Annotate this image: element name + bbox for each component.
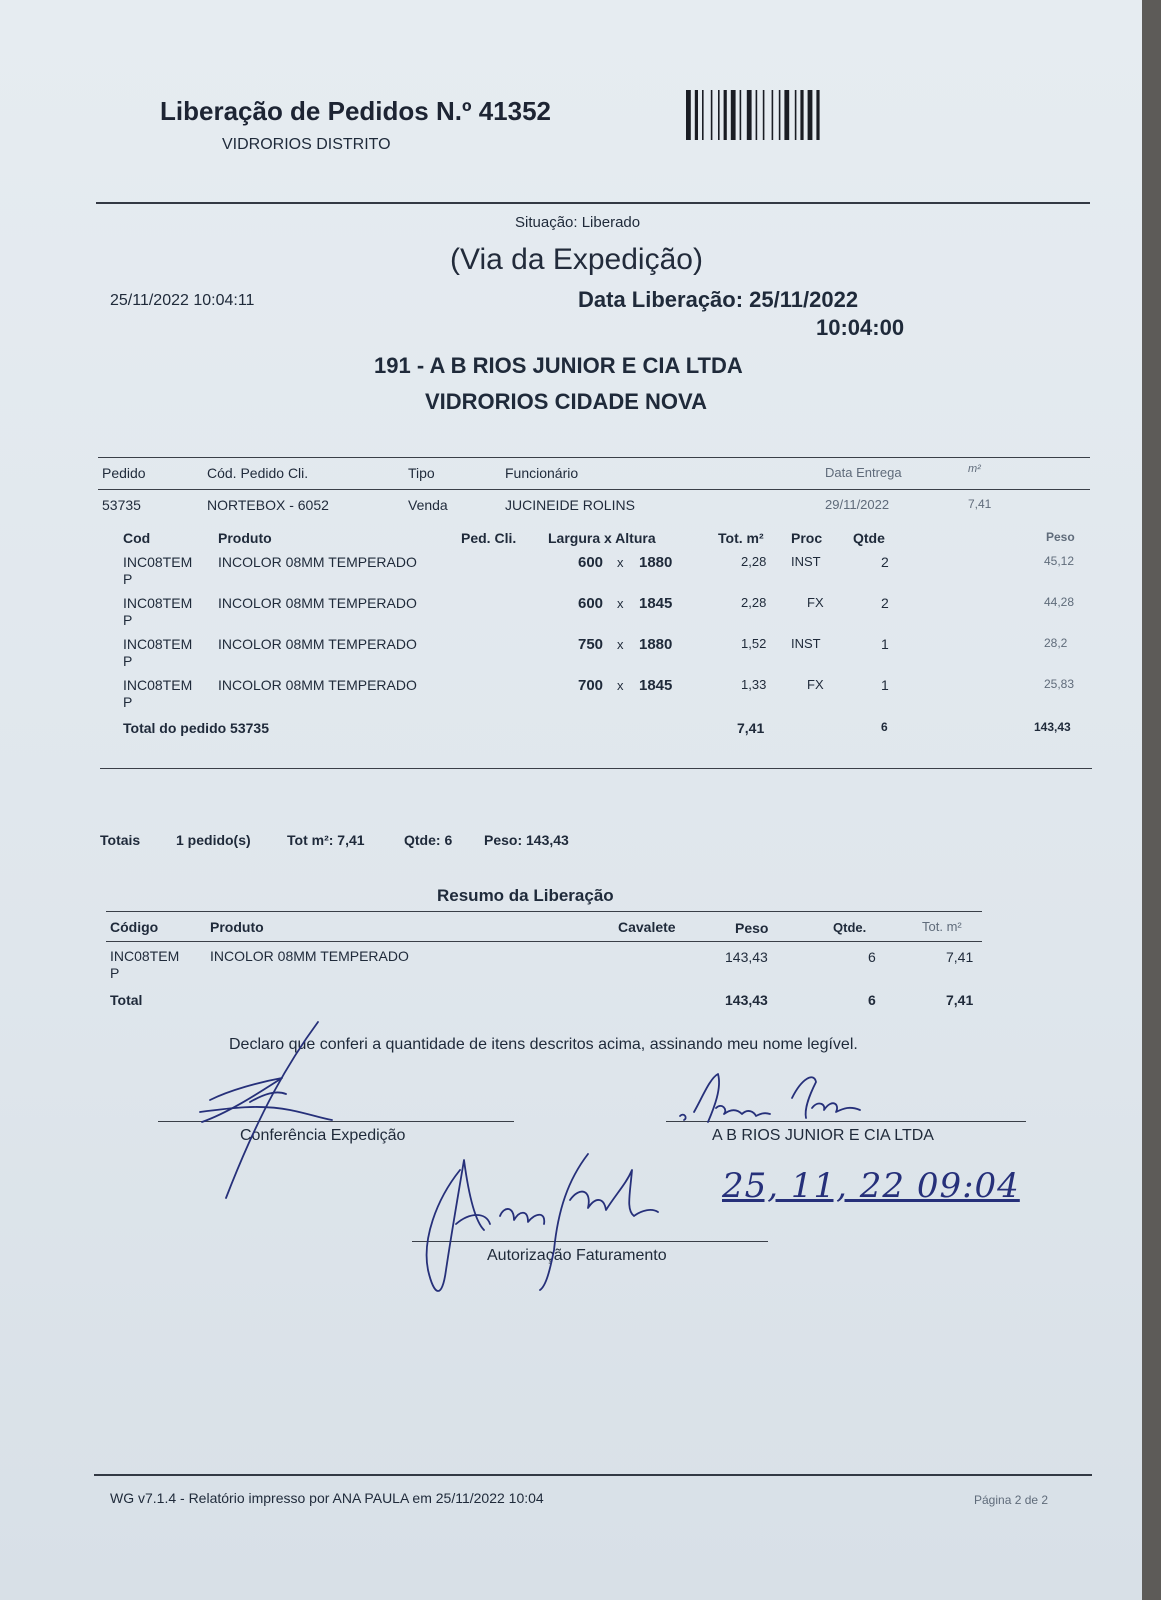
item-qtde: 1 [881,636,889,652]
signature-conferencia-icon [190,1020,350,1200]
summary-col-tot-m2: Tot. m² [922,919,962,934]
summary-col-codigo: Código [110,919,159,935]
totals-label: Totais [100,832,141,848]
item-altura: 1880 [639,554,673,571]
items-col-ped-cli: Ped. Cli. [461,530,517,546]
item-peso: 44,28 [1044,595,1075,609]
summary-row-cod-a: INC08TEM [110,948,180,964]
declaration-text: Declaro que conferi a quantidade de itens descritos acima, assinando meu nome legível. [229,1036,858,1053]
order-m2: 7,41 [968,497,992,511]
company-name: VIDRORIOS DISTRITO [222,136,391,153]
summary-header-line [106,941,982,942]
order-total-m2: 7,41 [737,720,765,736]
order-funcionario: JUCINEIDE ROLINS [505,497,635,513]
item-cod-b: P [123,571,133,587]
copy-type: (Via da Expedição) [450,243,703,276]
totals-qtde: Qtde: 6 [404,832,453,848]
order-pedido: 53735 [102,497,141,513]
summary-total-qtde: 6 [868,992,876,1008]
summary-col-cavalete: Cavalete [618,919,676,935]
order-total-label: Total do pedido 53735 [123,720,269,736]
totals-pedidos: 1 pedido(s) [176,832,251,848]
item-cod-a: INC08TEM [123,636,193,652]
item-qtde: 2 [881,554,889,570]
items-col-tot-m2: Tot. m² [718,530,764,546]
summary-row-qtde: 6 [868,949,876,965]
signature-client-icon [676,1068,876,1128]
status-text: Situação: Liberado [515,214,641,231]
client-name: 191 - A B RIOS JUNIOR E CIA LTDA [374,353,743,378]
item-cod-a: INC08TEM [123,554,193,570]
release-date: Data Liberação: 25/11/2022 [578,287,859,312]
col-funcionario: Funcionário [505,465,579,481]
item-qtde: 2 [881,595,889,611]
items-col-peso: Peso [1046,530,1075,544]
footer-divider [94,1474,1092,1476]
summary-row-produto: INCOLOR 08MM TEMPERADO [210,948,409,964]
signature-label-client: A B RIOS JUNIOR E CIA LTDA [712,1127,934,1144]
order-bottom-line [100,768,1092,769]
col-cod-pedido-cli: Cód. Pedido Cli. [207,465,309,481]
summary-row-peso: 143,43 [725,949,768,965]
order-tipo: Venda [408,497,448,513]
header-divider [96,202,1090,204]
col-data-entrega: Data Entrega [825,465,902,480]
order-cod-pedido-cli: NORTEBOX - 6052 [207,497,329,513]
summary-title: Resumo da Liberação [437,886,614,905]
items-col-cod: Cod [123,530,151,546]
order-top-line [98,457,1090,458]
summary-total-peso: 143,43 [725,992,768,1008]
item-cod-b: P [123,612,133,628]
item-tot-m2: 1,33 [741,677,767,692]
item-peso: 45,12 [1044,554,1075,568]
summary-row-tot-m2: 7,41 [946,949,974,965]
print-datetime: 25/11/2022 10:04:11 [110,292,255,309]
col-tipo: Tipo [408,465,435,481]
item-peso: 28,2 [1044,636,1068,650]
items-col-qtde: Qtde [853,530,885,546]
order-total-peso: 143,43 [1034,720,1071,734]
item-cod-b: P [123,694,133,710]
item-tot-m2: 2,28 [741,554,767,569]
item-x: x [617,637,624,652]
signature-label-autorizacao: Autorização Faturamento [487,1247,667,1264]
item-peso: 25,83 [1044,677,1075,691]
item-proc: INST [791,636,821,651]
item-proc: INST [791,554,821,569]
totals-m2: Tot m²: 7,41 [287,832,365,848]
item-largura: 700 [578,677,604,694]
items-col-produto: Produto [218,530,272,546]
summary-col-produto: Produto [210,919,264,935]
summary-col-peso: Peso [735,920,769,936]
item-cod-b: P [123,653,133,669]
item-produto: INCOLOR 08MM TEMPERADO [218,595,417,611]
summary-row-cod-b: P [110,965,120,981]
item-x: x [617,596,624,611]
item-tot-m2: 1,52 [741,636,767,651]
order-header-line [98,489,1090,490]
item-produto: INCOLOR 08MM TEMPERADO [218,636,417,652]
order-data-entrega: 29/11/2022 [825,497,890,512]
item-produto: INCOLOR 08MM TEMPERADO [218,677,417,693]
item-largura: 600 [578,554,604,571]
release-time: 10:04:00 [816,315,905,340]
summary-col-qtde: Qtde. [833,920,867,935]
item-x: x [617,678,624,693]
totals-peso: Peso: 143,43 [484,832,569,848]
item-altura: 1880 [639,636,673,653]
order-total-qtde: 6 [881,720,888,734]
item-altura: 1845 [639,677,673,694]
summary-total-label: Total [110,992,143,1008]
item-largura: 750 [578,636,604,653]
item-tot-m2: 2,28 [741,595,767,610]
summary-total-tot-m2: 7,41 [946,992,974,1008]
col-pedido: Pedido [102,465,146,481]
item-cod-a: INC08TEM [123,595,193,611]
items-col-largura-altura: Largura x Altura [548,530,656,546]
item-qtde: 1 [881,677,889,693]
client-branch: VIDRORIOS CIDADE NOVA [425,389,707,414]
items-col-proc: Proc [791,530,823,546]
handwritten-date: 25, 11, 22 09:04 [722,1166,1020,1206]
item-proc: FX [807,595,824,610]
page-number: Página 2 de 2 [974,1493,1049,1507]
item-x: x [617,555,624,570]
item-largura: 600 [578,595,604,612]
item-produto: INCOLOR 08MM TEMPERADO [218,554,417,570]
item-proc: FX [807,677,824,692]
footer-text: WG v7.1.4 - Relatório impresso por ANA PAULA em 25/11/2022 10:04 [110,1490,544,1506]
item-cod-a: INC08TEM [123,677,193,693]
document-title: Liberação de Pedidos N.º 41352 [160,96,551,126]
barcode-icon [686,90,864,140]
signature-label-conferencia: Conferência Expedição [240,1127,406,1144]
col-m2: m² [968,463,981,475]
item-altura: 1845 [639,595,673,612]
signature-autorizacao-icon [420,1150,680,1300]
summary-top-line [106,911,982,912]
